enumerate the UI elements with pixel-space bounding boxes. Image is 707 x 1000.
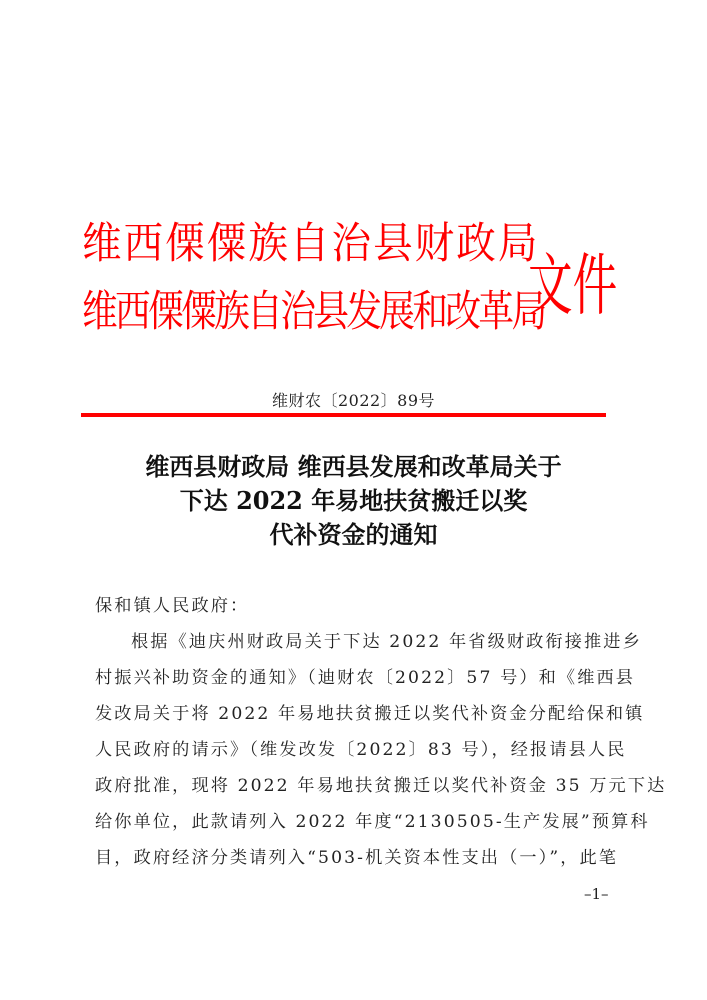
body-line-1: 根据《迪庆州财政局关于下达 2022 年省级财政衔接推进乡	[131, 632, 642, 652]
body-line-6: 给你单位，此款请列入 2022 年度“2130505-生产发展”预算科	[95, 812, 650, 832]
body-line-4: 人民政府的请示》（维发改发〔2022〕83 号），经报请县人民	[95, 740, 627, 760]
body-line-7: 目，政府经济分类请列入“503-机关资本性支出（一）”，此笔	[95, 848, 619, 868]
body-line-5: 政府批准，现将 2022 年易地扶贫搬迁以奖代补资金 35 万元下达	[95, 776, 667, 796]
document-word: 文件	[528, 246, 618, 325]
document-title-line-1: 维西县财政局 维西县发展和改革局关于	[145, 452, 562, 481]
body-line-2: 村振兴补助资金的通知》（迪财农〔2022〕57 号）和《维西县	[95, 668, 636, 688]
salutation: 保和镇人民政府：	[95, 596, 250, 616]
red-divider-line	[81, 413, 606, 417]
body-line-3: 发改局关于将 2022 年易地扶贫搬迁以奖代补资金分配给保和镇	[95, 704, 645, 724]
document-title-line-3: 代补资金的通知	[269, 520, 438, 549]
issuer-development-reform-bureau: 维西傈僳族自治县发展和改革局	[82, 287, 545, 337]
page-number: –1–	[584, 885, 609, 903]
document-title-line-2: 下达 2022 年易地扶贫搬迁以奖	[179, 486, 528, 515]
issuer-finance-bureau: 维西傈僳族自治县财政局	[82, 219, 540, 269]
document-number: 维财农〔2022〕89号	[271, 391, 436, 410]
